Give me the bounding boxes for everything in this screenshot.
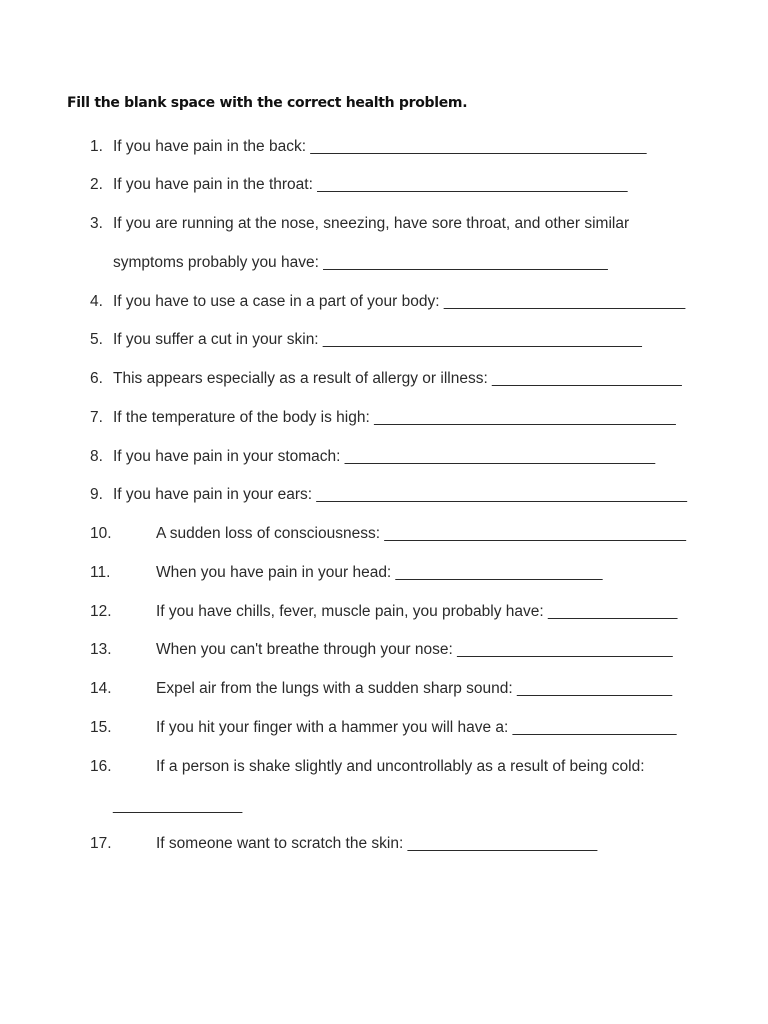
item-number: 2. (90, 176, 103, 193)
item-text: This appears especially as a result of allergy or illness: ______________________ (113, 370, 682, 387)
item-text: If you have to use a case in a part of your body: ____________________________ (113, 293, 686, 310)
item-text: If you are running at the nose, sneezing, have sore throat, and other similar (113, 215, 630, 232)
item-text: If a person is shake slightly and uncontrollably as a result of being cold: (156, 758, 645, 775)
item-text: If you have pain in your stomach: ____________________________________ (113, 448, 656, 465)
item-number: 3. (90, 215, 103, 232)
item-number: 10. (90, 525, 112, 542)
item-number: 9. (90, 486, 103, 503)
item-number: 11. (90, 564, 111, 581)
item-text: If you hit your finger with a hammer you will have a: ___________________ (156, 719, 677, 736)
item-text: If you have pain in the throat: ____________________________________ (113, 176, 628, 193)
worksheet-title: Fill the blank space with the correct health problem. (67, 95, 468, 111)
item-text-continuation: _______________ (113, 797, 243, 814)
item-number: 14. (90, 680, 112, 697)
item-text: If you suffer a cut in your skin: _____________________________________ (113, 331, 642, 348)
item-text-continuation: symptoms probably you have: _________________________________ (113, 254, 608, 271)
item-text: Expel air from the lungs with a sudden sharp sound: __________________ (156, 680, 673, 697)
item-number: 8. (90, 448, 103, 465)
item-text: If someone want to scratch the skin: ______________________ (156, 835, 598, 852)
item-text: If you have pain in your ears: ___________________________________________ (113, 486, 688, 503)
item-number: 12. (90, 603, 112, 620)
item-number: 4. (90, 293, 103, 310)
item-text: When you can't breathe through your nose: _________________________ (156, 641, 673, 658)
item-text: When you have pain in your head: ________________________ (156, 564, 603, 581)
item-text: If you have pain in the back: _______________________________________ (113, 138, 647, 155)
item-number: 17. (90, 835, 112, 852)
item-number: 15. (90, 719, 112, 736)
item-number: 6. (90, 370, 103, 387)
item-number: 16. (90, 758, 112, 775)
item-text: A sudden loss of consciousness: ___________________________________ (156, 525, 687, 542)
item-text: If the temperature of the body is high: ___________________________________ (113, 409, 676, 426)
item-number: 7. (90, 409, 103, 426)
item-number: 1. (90, 138, 103, 155)
item-number: 5. (90, 331, 103, 348)
item-text: If you have chills, fever, muscle pain, you probably have: _______________ (156, 603, 678, 620)
item-number: 13. (90, 641, 112, 658)
